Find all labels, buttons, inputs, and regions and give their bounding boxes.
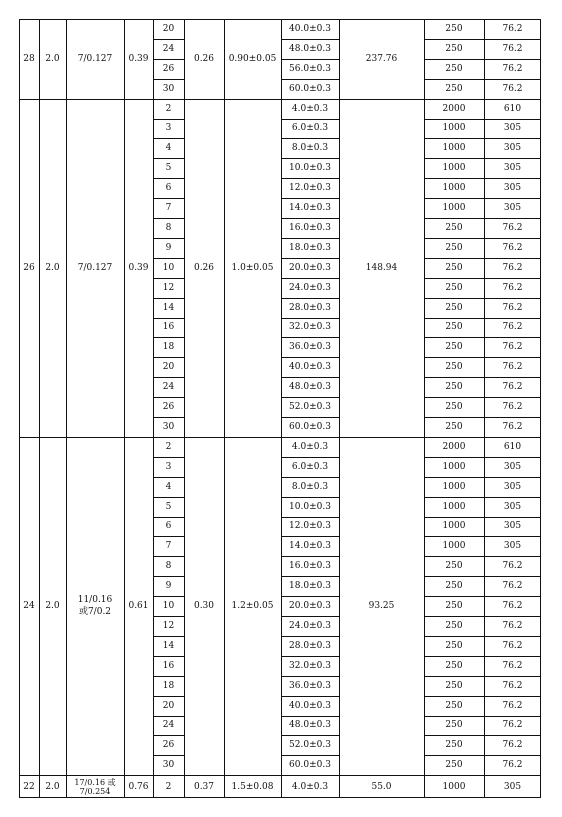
core-count-cell: 24 [162,382,175,393]
core-count-cell: 10 [162,601,175,612]
length-ft-cell: 2000 [442,441,466,452]
width-spec-cell: 16.0±0.3 [289,222,331,233]
length-ft-cell: 250 [445,23,463,34]
core-count-cell: 8 [165,561,172,572]
core-count-cell: 16 [162,322,175,333]
strand-cell: 7/0.127 [77,262,113,273]
group-value-cell: 1.0±0.05 [231,262,274,273]
group-value-cell: 1.2±0.05 [231,601,274,612]
group-value-cell: 0.26 [193,53,215,64]
core-count-cell: 30 [162,421,175,432]
group-value-cell: 2.0 [45,262,60,273]
length-ft-cell: 250 [445,362,463,373]
core-count-cell: 26 [162,740,175,751]
length-m-cell: 76.2 [502,262,523,273]
width-spec-cell: 10.0±0.3 [289,501,331,512]
group-value-cell: 148.94 [365,262,398,273]
core-count-cell: 7 [165,203,172,214]
length-ft-cell: 250 [445,322,463,333]
length-m-cell: 76.2 [502,620,523,631]
width-spec-cell: 52.0±0.3 [289,402,331,413]
group-value-cell: 0.37 [193,781,215,792]
conductor-diameter-cell: 0.39 [128,53,149,64]
length-m-cell: 610 [503,441,522,452]
length-m-cell: 76.2 [502,640,523,651]
length-ft-cell: 1000 [442,541,466,552]
spec-table [19,19,541,798]
length-ft-cell: 250 [445,680,463,691]
core-count-cell: 20 [162,700,175,711]
length-m-cell: 305 [503,163,522,174]
length-m-cell: 76.2 [502,680,523,691]
core-count-cell: 9 [165,581,172,592]
width-spec-cell: 12.0±0.3 [289,521,331,532]
width-spec-cell: 56.0±0.3 [289,63,331,74]
core-count-cell: 6 [165,183,172,194]
width-spec-cell: 32.0±0.3 [289,322,331,333]
awg-cell: 22 [23,781,35,792]
group-value-cell: 0.30 [193,601,215,612]
length-m-cell: 76.2 [502,561,523,572]
width-spec-cell: 6.0±0.3 [291,123,329,134]
width-spec-cell: 52.0±0.3 [289,740,331,751]
core-count-cell: 9 [165,242,172,253]
length-ft-cell: 250 [445,242,463,253]
core-count-cell: 10 [162,262,175,273]
width-spec-cell: 8.0±0.3 [291,143,329,154]
length-ft-cell: 250 [445,43,463,54]
core-count-cell: 30 [162,760,175,771]
core-count-cell: 26 [162,63,175,74]
core-count-cell: 12 [162,620,175,631]
width-spec-cell: 28.0±0.3 [289,302,331,313]
length-ft-cell: 1000 [442,781,466,792]
length-m-cell: 76.2 [502,222,523,233]
length-m-cell: 76.2 [502,302,523,313]
core-count-cell: 2 [165,441,172,452]
length-ft-cell: 250 [445,620,463,631]
length-ft-cell: 1000 [442,521,466,532]
length-ft-cell: 250 [445,601,463,612]
length-m-cell: 76.2 [502,382,523,393]
group-value-cell: 2.0 [45,781,60,792]
width-spec-cell: 4.0±0.3 [291,103,329,114]
width-spec-cell: 18.0±0.3 [289,581,331,592]
length-ft-cell: 250 [445,83,463,94]
width-spec-cell: 32.0±0.3 [289,660,331,671]
width-spec-cell: 4.0±0.3 [291,781,329,792]
core-count-cell: 2 [165,781,172,792]
length-ft-cell: 1000 [442,143,466,154]
core-count-cell: 3 [165,461,172,472]
core-count-cell: 30 [162,83,175,94]
core-count-cell: 3 [165,123,172,134]
conductor-diameter-cell: 0.61 [128,601,149,612]
core-count-cell: 7 [165,541,172,552]
length-m-cell: 76.2 [502,83,523,94]
core-count-cell: 4 [165,143,172,154]
length-ft-cell: 250 [445,581,463,592]
width-spec-cell: 14.0±0.3 [289,203,331,214]
length-ft-cell: 250 [445,660,463,671]
length-m-cell: 305 [503,461,522,472]
length-m-cell: 76.2 [502,740,523,751]
conductor-diameter-cell: 0.76 [128,781,149,792]
width-spec-cell: 24.0±0.3 [289,620,331,631]
length-m-cell: 76.2 [502,242,523,253]
length-ft-cell: 250 [445,421,463,432]
length-ft-cell: 1000 [442,123,466,134]
group-value-cell: 2.0 [45,601,60,612]
length-ft-cell: 250 [445,740,463,751]
core-count-cell: 14 [162,302,175,313]
length-m-cell: 76.2 [502,63,523,74]
core-count-cell: 26 [162,402,175,413]
strand-cell: 17/0.16 或7/0.254 [74,777,116,796]
length-m-cell: 76.2 [502,700,523,711]
length-m-cell: 305 [503,541,522,552]
length-m-cell: 305 [503,183,522,194]
core-count-cell: 20 [162,362,175,373]
length-ft-cell: 1000 [442,501,466,512]
core-count-cell: 5 [165,501,172,512]
length-m-cell: 76.2 [502,282,523,293]
group-value-cell: 55.0 [371,781,392,792]
length-m-cell: 76.2 [502,342,523,353]
group-value-cell: 93.25 [368,601,395,612]
width-spec-cell: 28.0±0.3 [289,640,331,651]
length-m-cell: 305 [503,143,522,154]
length-ft-cell: 2000 [442,103,466,114]
group-value-cell: 1.5±0.08 [231,781,274,792]
width-spec-cell: 48.0±0.3 [289,43,331,54]
length-ft-cell: 250 [445,302,463,313]
length-ft-cell: 250 [445,720,463,731]
core-count-cell: 12 [162,282,175,293]
length-ft-cell: 250 [445,63,463,74]
length-m-cell: 76.2 [502,601,523,612]
length-ft-cell: 1000 [442,461,466,472]
core-count-cell: 18 [162,680,175,691]
length-ft-cell: 250 [445,342,463,353]
length-m-cell: 76.2 [502,402,523,413]
length-m-cell: 76.2 [502,43,523,54]
length-m-cell: 76.2 [502,581,523,592]
length-ft-cell: 250 [445,282,463,293]
length-m-cell: 76.2 [502,421,523,432]
length-ft-cell: 250 [445,700,463,711]
group-value-cell: 0.26 [193,262,215,273]
length-m-cell: 305 [503,501,522,512]
core-count-cell: 14 [162,640,175,651]
length-ft-cell: 250 [445,561,463,572]
length-ft-cell: 1000 [442,183,466,194]
width-spec-cell: 14.0±0.3 [289,541,331,552]
core-count-cell: 24 [162,43,175,54]
awg-cell: 26 [23,262,35,273]
core-count-cell: 5 [165,163,172,174]
width-spec-cell: 24.0±0.3 [289,282,331,293]
length-ft-cell: 1000 [442,163,466,174]
width-spec-cell: 36.0±0.3 [289,342,331,353]
length-m-cell: 305 [503,123,522,134]
width-spec-cell: 16.0±0.3 [289,561,331,572]
core-count-cell: 6 [165,521,172,532]
core-count-cell: 18 [162,342,175,353]
width-spec-cell: 20.0±0.3 [289,601,331,612]
width-spec-cell: 8.0±0.3 [291,481,329,492]
width-spec-cell: 48.0±0.3 [289,720,331,731]
length-ft-cell: 250 [445,640,463,651]
awg-cell: 28 [23,53,35,64]
width-spec-cell: 48.0±0.3 [289,382,331,393]
width-spec-cell: 60.0±0.3 [289,83,331,94]
width-spec-cell: 10.0±0.3 [289,163,331,174]
core-count-cell: 20 [162,23,175,34]
length-ft-cell: 250 [445,262,463,273]
group-value-cell: 2.0 [45,53,60,64]
group-value-cell: 237.76 [365,53,398,64]
length-m-cell: 76.2 [502,720,523,731]
conductor-diameter-cell: 0.39 [128,262,149,273]
width-spec-cell: 60.0±0.3 [289,421,331,432]
strand-cell: 7/0.127 [77,53,113,64]
core-count-cell: 16 [162,660,175,671]
length-m-cell: 76.2 [502,23,523,34]
length-m-cell: 610 [503,103,522,114]
width-spec-cell: 60.0±0.3 [289,760,331,771]
width-spec-cell: 18.0±0.3 [289,242,331,253]
length-m-cell: 305 [503,781,522,792]
width-spec-cell: 12.0±0.3 [289,183,331,194]
length-m-cell: 305 [503,521,522,532]
core-count-cell: 8 [165,222,172,233]
core-count-cell: 24 [162,720,175,731]
width-spec-cell: 40.0±0.3 [289,362,331,373]
length-m-cell: 76.2 [502,362,523,373]
length-m-cell: 305 [503,203,522,214]
length-ft-cell: 1000 [442,481,466,492]
width-spec-cell: 6.0±0.3 [291,461,329,472]
length-m-cell: 76.2 [502,660,523,671]
width-spec-cell: 40.0±0.3 [289,23,331,34]
core-count-cell: 2 [165,103,172,114]
group-value-cell: 0.90±0.05 [228,53,277,64]
width-spec-cell: 36.0±0.3 [289,680,331,691]
width-spec-cell: 20.0±0.3 [289,262,331,273]
length-ft-cell: 250 [445,382,463,393]
length-ft-cell: 250 [445,402,463,413]
width-spec-cell: 40.0±0.3 [289,700,331,711]
width-spec-cell: 4.0±0.3 [291,441,329,452]
length-ft-cell: 250 [445,760,463,771]
awg-cell: 24 [23,601,35,612]
strand-cell: 11/0.16 或7/0.2 [77,595,113,618]
length-ft-cell: 250 [445,222,463,233]
length-m-cell: 305 [503,481,522,492]
length-m-cell: 76.2 [502,760,523,771]
length-ft-cell: 1000 [442,203,466,214]
length-m-cell: 76.2 [502,322,523,333]
core-count-cell: 4 [165,481,172,492]
